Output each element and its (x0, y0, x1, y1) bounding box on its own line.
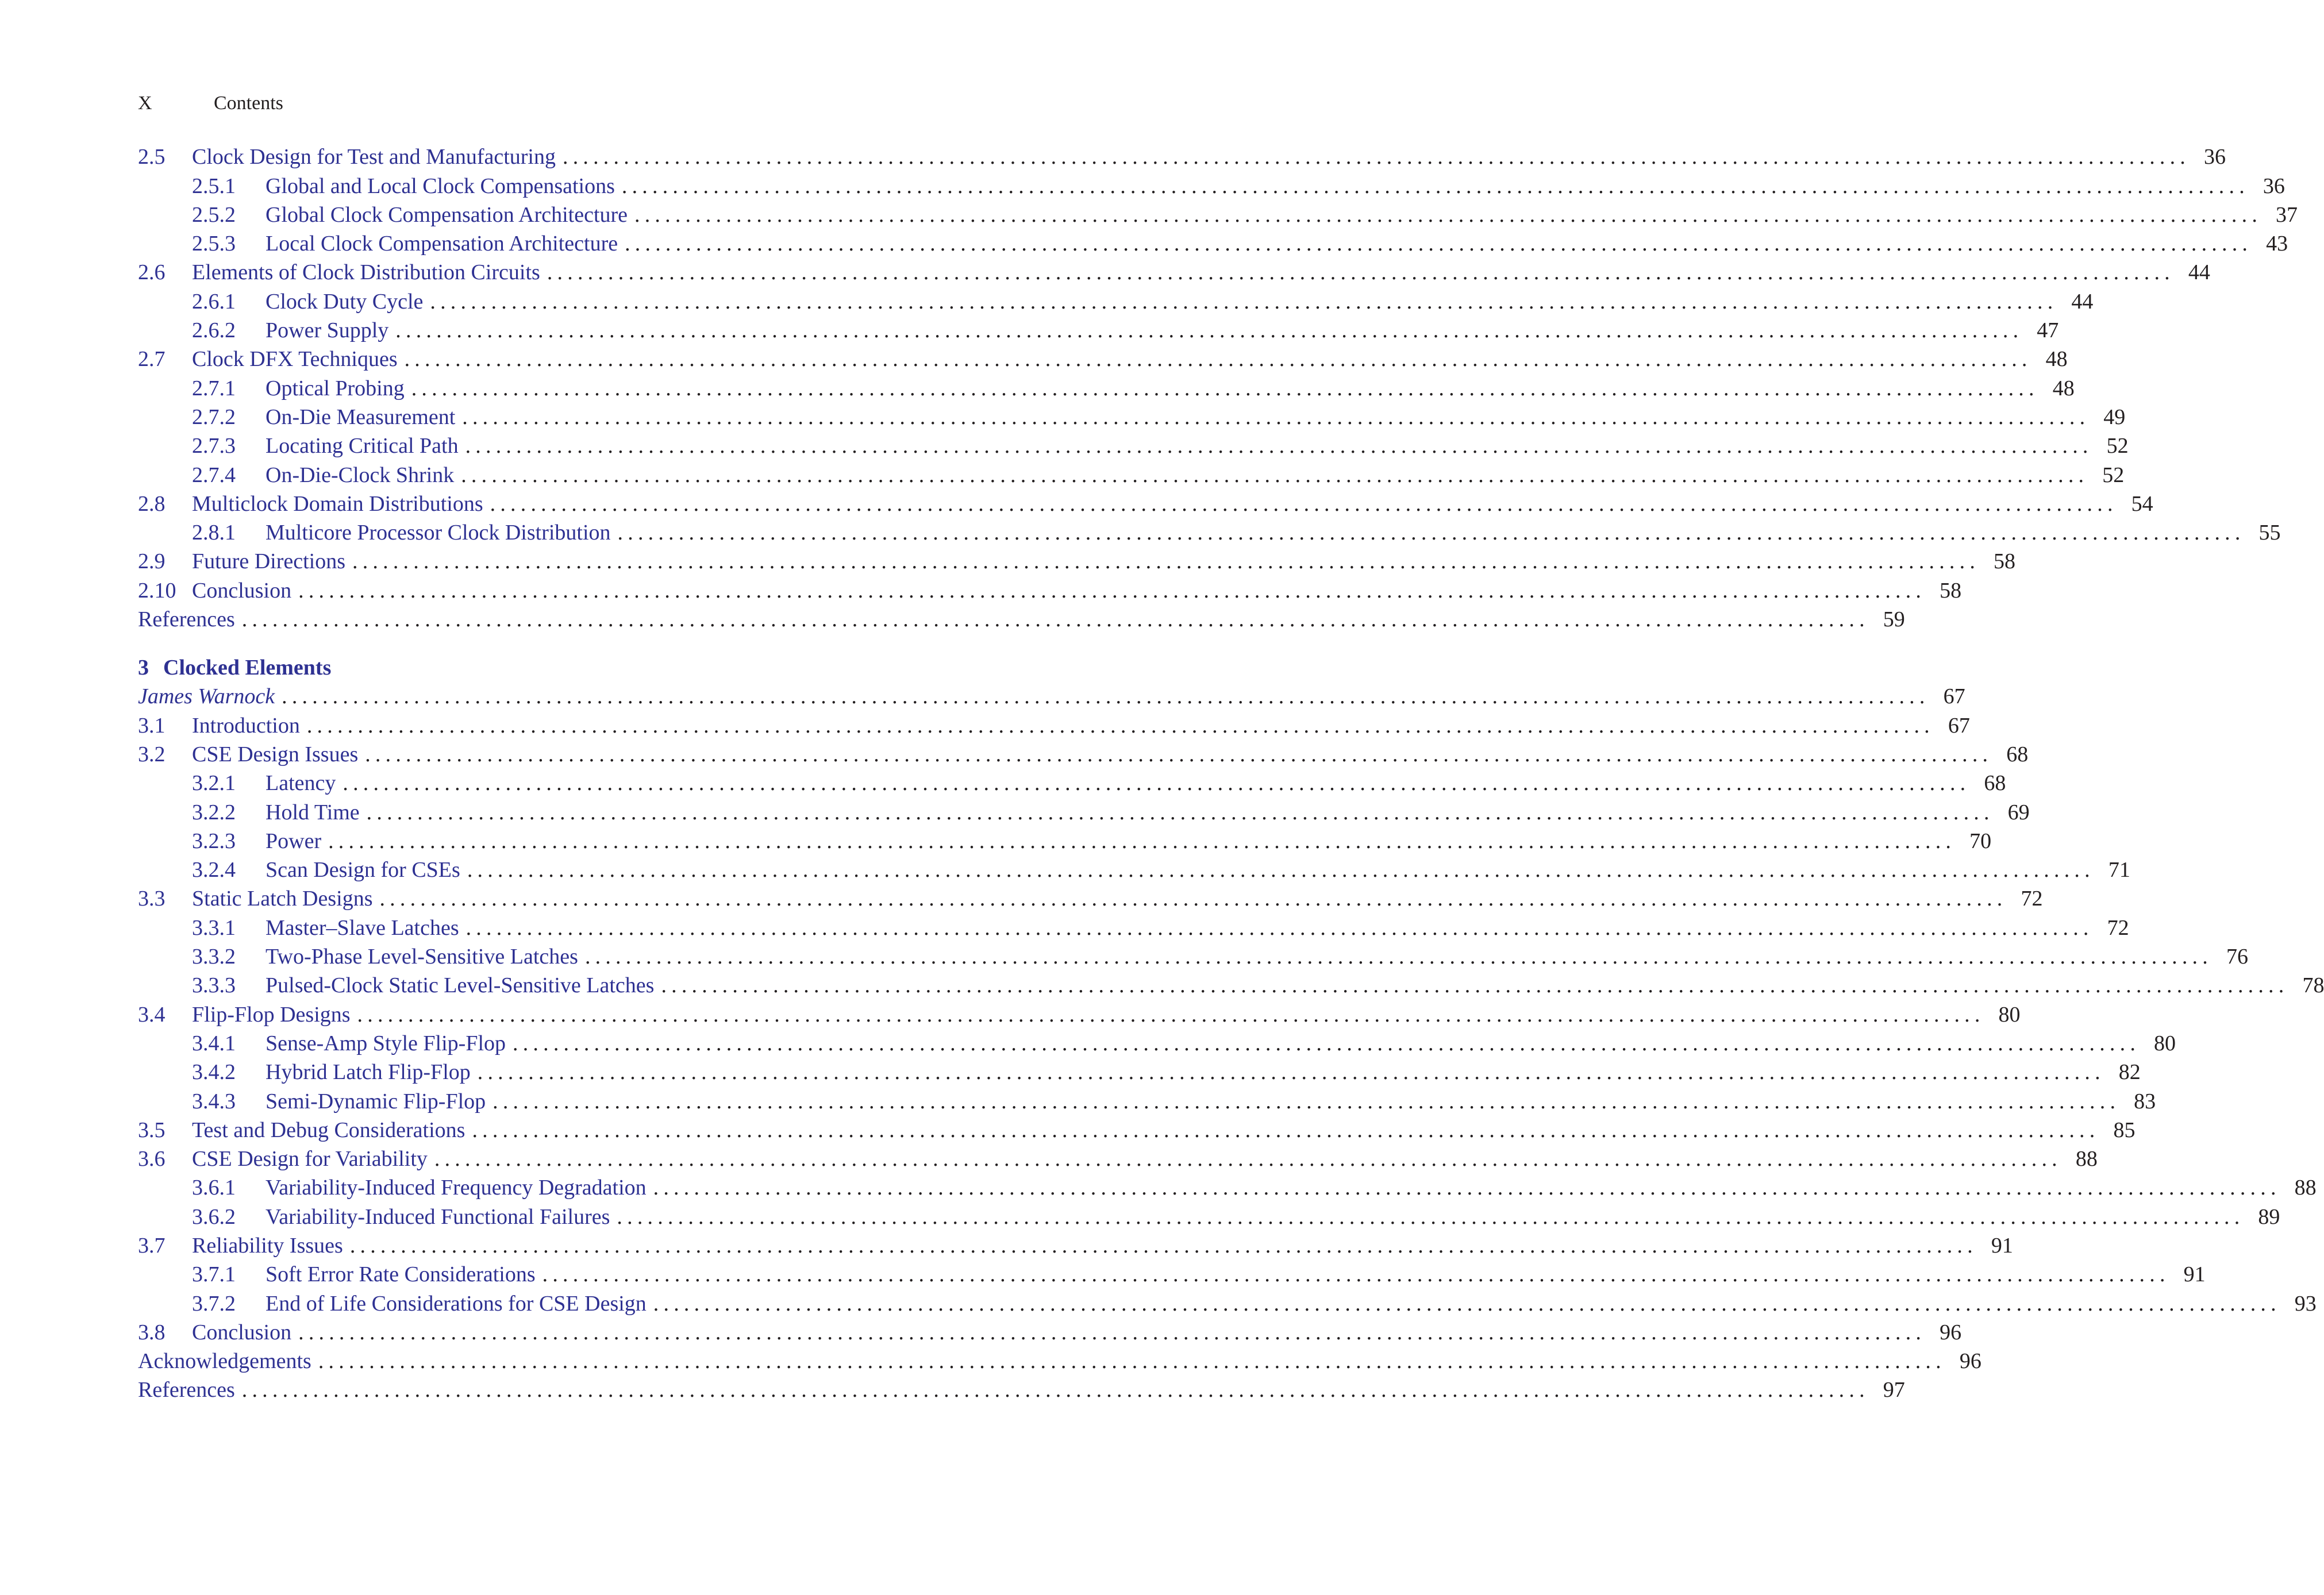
running-header (138, 92, 283, 115)
toc-entry-page: 48 (2052, 376, 2075, 400)
toc-entry[interactable] (138, 1318, 1962, 1347)
toc-entry[interactable] (138, 1173, 2317, 1202)
toc-entry-number: 2.7.3 (192, 434, 236, 459)
toc-entry-title: CSE Design for Variability (192, 1147, 428, 1172)
toc-entry[interactable] (138, 798, 2030, 826)
toc-entry-title: Reliability Issues (192, 1233, 343, 1258)
toc-entry-page: 76 (2226, 945, 2248, 969)
dot-leader: ................................................................................................................................................................ (547, 260, 2175, 285)
running-title: Contents (214, 93, 283, 114)
toc-entry-page: 72 (2021, 887, 2043, 911)
toc-entry-number: 2.5.2 (192, 202, 236, 227)
dot-leader: ................................................................................................................................................................ (395, 318, 2023, 343)
toc-entry-title: Variability-Induced Functional Failures (266, 1204, 610, 1229)
toc-entry-number: 2.10 (138, 578, 176, 603)
toc-entry-number: 3.1 (138, 713, 166, 738)
toc-entry-page: 43 (2266, 232, 2288, 256)
toc-entry-page: 67 (1943, 684, 1965, 709)
toc-entry-title: James Warnock (138, 684, 275, 709)
toc-entry-title: Global and Local Clock Compensations (266, 174, 615, 198)
dot-leader: ................................................................................................................................................................ (411, 376, 2039, 400)
toc-entry-number: 2.9 (138, 549, 166, 574)
toc-entry[interactable] (138, 1145, 2098, 1173)
toc-entry-page: 71 (2108, 858, 2130, 883)
toc-entry-number: 3.2.2 (192, 800, 236, 825)
toc-entry-number: 3.4.1 (192, 1031, 236, 1055)
toc-entry-number: 2.7.2 (192, 404, 236, 429)
toc-entry[interactable] (138, 1058, 2141, 1087)
toc-entry-title: Elements of Clock Distribution Circuits (192, 260, 540, 285)
toc-entry[interactable] (138, 460, 2125, 489)
toc-entry-title: Acknowledgements (138, 1349, 311, 1374)
toc-entry-title: Clock Duty Cycle (266, 289, 424, 314)
toc-entry-page: 80 (1998, 1002, 2021, 1027)
toc-entry-page: 78 (2302, 973, 2324, 998)
toc-entry-title: Hybrid Latch Flip-Flop (266, 1060, 471, 1085)
toc-entry-title: Clock DFX Techniques (192, 347, 398, 372)
toc-entry-number: 3.7.2 (192, 1291, 236, 1316)
toc-entry-page: 44 (2188, 260, 2210, 285)
toc-entry-title: Test and Debug Considerations (192, 1118, 465, 1142)
toc-entry[interactable] (138, 258, 2210, 287)
toc-entry[interactable] (138, 827, 1992, 856)
toc-entry-page: 80 (2154, 1031, 2176, 1055)
toc-entry[interactable] (138, 576, 1962, 604)
dot-leader: ................................................................................................................................................................ (430, 289, 2058, 314)
toc-entry-number: 2.8.1 (192, 521, 236, 545)
dot-leader: ................................................................................................................................................................ (472, 1118, 2100, 1142)
toc-entry-title: Soft Error Rate Considerations (266, 1262, 536, 1287)
toc-entry-number: 3.4.3 (192, 1089, 236, 1114)
toc-entry-title: Multicore Processor Clock Distribution (266, 521, 611, 545)
toc-entry[interactable] (138, 1202, 2280, 1231)
toc-entry-number: 3.8 (138, 1320, 166, 1344)
toc-entry-number: 3.3.1 (192, 915, 236, 940)
toc-entry-page: 48 (2045, 347, 2068, 372)
dot-leader: ................................................................................................................................................................ (434, 1147, 2062, 1172)
toc-entry[interactable] (138, 1087, 2156, 1115)
toc-entry-number: 3.2.1 (192, 771, 236, 796)
toc-entry-page: 88 (2294, 1176, 2317, 1200)
toc-entry-title: References (138, 1378, 235, 1403)
toc-entry-page: 96 (1959, 1349, 1981, 1374)
dot-leader: ................................................................................................................................................................ (584, 945, 2213, 969)
toc-entry[interactable] (138, 201, 2298, 229)
toc-entry[interactable] (138, 711, 1970, 739)
toc-entry[interactable] (138, 884, 2043, 913)
toc-entry-title: Optical Probing (266, 376, 405, 400)
chapter-2-section (138, 142, 2298, 634)
toc-entry[interactable] (138, 373, 2075, 402)
toc-entry-title: Clock Design for Test and Manufacturing (192, 145, 556, 169)
dot-leader: ................................................................................................................................................................ (404, 347, 2032, 372)
toc-entry-number: 3.2.3 (192, 829, 236, 853)
toc-entry-title: Local Clock Compensation Architecture (266, 232, 618, 256)
toc-entry-page: 93 (2294, 1291, 2317, 1316)
toc-entry[interactable] (138, 1231, 2013, 1260)
toc-entry[interactable] (138, 605, 1905, 634)
toc-entry[interactable] (138, 432, 2129, 460)
toc-entry-number: 2.5.1 (192, 174, 236, 198)
dot-leader: ................................................................................................................................................................ (241, 1378, 1869, 1403)
dot-leader: ................................................................................................................................................................ (492, 1089, 2121, 1114)
toc-entry-title: On-Die-Clock Shrink (266, 463, 455, 487)
toc-entry-number: 3.2.4 (192, 858, 236, 883)
toc-entry-page: 54 (2131, 491, 2153, 516)
toc-entry-number: 3.7 (138, 1233, 166, 1258)
toc-entry[interactable] (138, 1029, 2176, 1058)
toc-entry-page: 82 (2118, 1060, 2141, 1085)
chapter-heading[interactable] (138, 651, 947, 682)
toc-entry-number: 2.6 (138, 260, 166, 285)
dot-leader: ................................................................................................................................................................ (621, 174, 2249, 198)
toc-entry-title: Sense-Amp Style Flip-Flop (266, 1031, 506, 1055)
toc-entry[interactable] (138, 345, 2068, 373)
toc-entry-page: 68 (1984, 771, 2006, 796)
toc-entry-title: Conclusion (192, 1320, 292, 1344)
toc-entry-page: 70 (1969, 829, 1992, 853)
dot-leader: ................................................................................................................................................................ (513, 1031, 2141, 1055)
toc-entry[interactable] (138, 547, 2016, 576)
dot-leader: ................................................................................................................................................................ (365, 742, 1993, 766)
dot-leader: ................................................................................................................................................................ (467, 858, 2095, 883)
toc-entry-title: Conclusion (192, 578, 292, 603)
toc-entry-title: Latency (266, 771, 336, 796)
dot-leader: ................................................................................................................................................................ (366, 800, 1994, 825)
toc-entry-page: 97 (1883, 1378, 1905, 1403)
dot-leader: ................................................................................................................................................................ (343, 771, 1971, 796)
toc-entry-page: 37 (2276, 202, 2298, 227)
toc-entry[interactable] (138, 1289, 2317, 1317)
toc-entry-title: Global Clock Compensation Architecture (266, 202, 628, 227)
dot-leader: ................................................................................................................................................................ (617, 1204, 2245, 1229)
toc-entry-title: Power Supply (266, 318, 389, 343)
toc-entry-number: 2.6.1 (192, 289, 236, 314)
dot-leader: ................................................................................................................................................................ (477, 1060, 2105, 1085)
dot-leader: ................................................................................................................................................................ (357, 1002, 1985, 1027)
dot-leader: ................................................................................................................................................................ (653, 1291, 2281, 1316)
dot-leader: ................................................................................................................................................................ (461, 463, 2089, 487)
toc-entry-title: Introduction (192, 713, 300, 738)
dot-leader: ................................................................................................................................................................ (542, 1262, 2170, 1287)
toc-entry[interactable] (138, 316, 2059, 345)
toc-entry-title: Flip-Flop Designs (192, 1002, 351, 1027)
toc-entry-title: Scan Design for CSEs (266, 858, 460, 883)
toc-entry-page: 91 (2183, 1262, 2206, 1287)
toc-entry-title: Hold Time (266, 800, 360, 825)
dot-leader: ................................................................................................................................................................ (241, 607, 1869, 632)
toc-entry-page: 67 (1948, 713, 1970, 738)
toc-entry-number: 3.3.3 (192, 973, 236, 998)
dot-leader: .................................................................................................................................................................. (282, 684, 1930, 709)
toc-entry-number: 3.3 (138, 887, 166, 911)
toc-entry-page: 49 (2103, 404, 2126, 429)
dot-leader: ................................................................................................................................................................ (379, 887, 2007, 911)
toc-entry-title: Variability-Induced Frequency Degradation (266, 1176, 647, 1200)
dot-leader: ................................................................................................................................................................ (490, 491, 2118, 516)
toc-entry[interactable] (138, 971, 2324, 1000)
dot-leader: ................................................................................................................................................................ (465, 915, 2094, 940)
toc-entry-title: Multiclock Domain Distributions (192, 491, 483, 516)
toc-entry-page: 44 (2071, 289, 2094, 314)
toc-entry[interactable] (138, 229, 2288, 258)
toc-entry-title: References (138, 607, 235, 632)
toc-entry-page: 96 (1940, 1320, 1962, 1344)
toc-entry-title: Future Directions (192, 549, 346, 574)
toc-entry[interactable] (138, 1376, 1905, 1404)
toc-entry-page: 59 (1883, 607, 1905, 632)
dot-leader: ................................................................................................................................................................ (298, 578, 1926, 603)
toc-entry-title: Locating Critical Path (266, 434, 459, 459)
chapter-3-section (138, 711, 2324, 1404)
toc-entry[interactable] (138, 942, 2248, 971)
dot-leader: ................................................................................................................................................................ (661, 973, 2289, 998)
dot-leader: ................................................................................................................................................................ (306, 713, 1934, 738)
toc-entry-number: 3.7.1 (192, 1262, 236, 1287)
toc-entry[interactable] (138, 769, 2006, 798)
toc-entry-number: 3.2 (138, 742, 166, 766)
toc-entry-number: 2.8 (138, 491, 166, 516)
toc-entry-page: 83 (2134, 1089, 2156, 1114)
table-of-contents (138, 142, 2324, 1404)
toc-entry-number: 2.5 (138, 145, 166, 169)
toc-entry-title: Pulsed-Clock Static Level-Sensitive Latches (266, 973, 655, 998)
dot-leader: ................................................................................................................................................................ (617, 521, 2245, 545)
toc-entry-number: 3.4 (138, 1002, 166, 1027)
page-number: X (138, 93, 152, 114)
toc-entry[interactable] (138, 856, 2130, 884)
toc-entry-number: 2.7.1 (192, 376, 236, 400)
dot-leader: ................................................................................................................................................................ (352, 549, 1980, 574)
dot-leader: ................................................................................................................................................................ (634, 202, 2263, 227)
toc-entry-number: 3.5 (138, 1118, 166, 1142)
dot-leader: ................................................................................................................................................................ (625, 232, 2253, 256)
toc-entry-page: 88 (2075, 1147, 2098, 1172)
toc-entry-page: 55 (2258, 521, 2281, 545)
toc-entry-number: 3.6.2 (192, 1204, 236, 1229)
toc-entry-number: 2.5.3 (192, 232, 236, 256)
toc-entry-title: CSE Design Issues (192, 742, 359, 766)
chapter-author-entry[interactable] (138, 682, 1965, 711)
toc-entry[interactable] (138, 403, 2126, 432)
toc-entry[interactable] (138, 1116, 2136, 1145)
toc-entry-page: 47 (2037, 318, 2059, 343)
toc-entry[interactable] (138, 913, 2129, 942)
toc-entry-number: 2.7.4 (192, 463, 236, 487)
toc-entry-title: Master–Slave Latches (266, 915, 459, 940)
toc-entry[interactable] (138, 740, 2029, 769)
toc-entry[interactable] (138, 1260, 2206, 1289)
toc-entry-page: 58 (1940, 578, 1962, 603)
dot-leader: ................................................................................................................................................................ (349, 1233, 1977, 1258)
toc-entry[interactable] (138, 518, 2281, 547)
toc-entry-page: 85 (2113, 1118, 2136, 1142)
toc-entry-title: Static Latch Designs (192, 887, 373, 911)
toc-entry-page: 36 (2263, 174, 2285, 198)
toc-entry-number: 3.6 (138, 1147, 166, 1172)
chapter-title: Clocked Elements (163, 656, 332, 680)
toc-entry[interactable] (138, 1347, 1981, 1376)
toc-entry-page: 89 (2258, 1204, 2280, 1229)
toc-entry[interactable] (138, 287, 2094, 315)
toc-entry-number: 2.6.2 (192, 318, 236, 343)
toc-entry-page: 52 (2102, 463, 2125, 487)
dot-leader: ................................................................................................................................................................ (318, 1349, 1946, 1374)
toc-entry-title: Two-Phase Level-Sensitive Latches (266, 945, 578, 969)
toc-entry-page: 72 (2107, 915, 2129, 940)
toc-entry-page: 69 (2007, 800, 2030, 825)
dot-leader: ................................................................................................................................................................ (653, 1176, 2281, 1200)
toc-entry-number: 3.6.1 (192, 1176, 236, 1200)
dot-leader: ................................................................................................................................................................ (563, 145, 2190, 169)
toc-entry-number: 3.3.2 (192, 945, 236, 969)
toc-entry-page: 91 (1991, 1233, 2013, 1258)
toc-entry-title: End of Life Considerations for CSE Design (266, 1291, 647, 1316)
toc-entry[interactable] (138, 142, 2226, 171)
toc-entry-page: 68 (2006, 742, 2029, 766)
toc-entry-title: Power (266, 829, 322, 853)
dot-leader: ................................................................................................................................................................ (328, 829, 1956, 853)
toc-entry[interactable] (138, 490, 2153, 518)
toc-entry[interactable] (138, 1000, 2021, 1028)
toc-entry-page: 58 (1994, 549, 2016, 574)
toc-entry[interactable] (138, 171, 2285, 200)
dot-leader: ................................................................................................................................................................ (462, 404, 2090, 429)
toc-entry-page: 52 (2106, 434, 2129, 459)
toc-entry-number: 3.4.2 (192, 1060, 236, 1085)
dot-leader: ................................................................................................................................................................ (298, 1320, 1926, 1344)
toc-entry-title: On-Die Measurement (266, 404, 456, 429)
chapter-number: 3 (138, 656, 149, 680)
dot-leader: ................................................................................................................................................................ (465, 434, 2093, 459)
toc-entry-title: Semi-Dynamic Flip-Flop (266, 1089, 486, 1114)
toc-entry-page: 36 (2204, 145, 2226, 169)
toc-entry-number: 2.7 (138, 347, 166, 372)
